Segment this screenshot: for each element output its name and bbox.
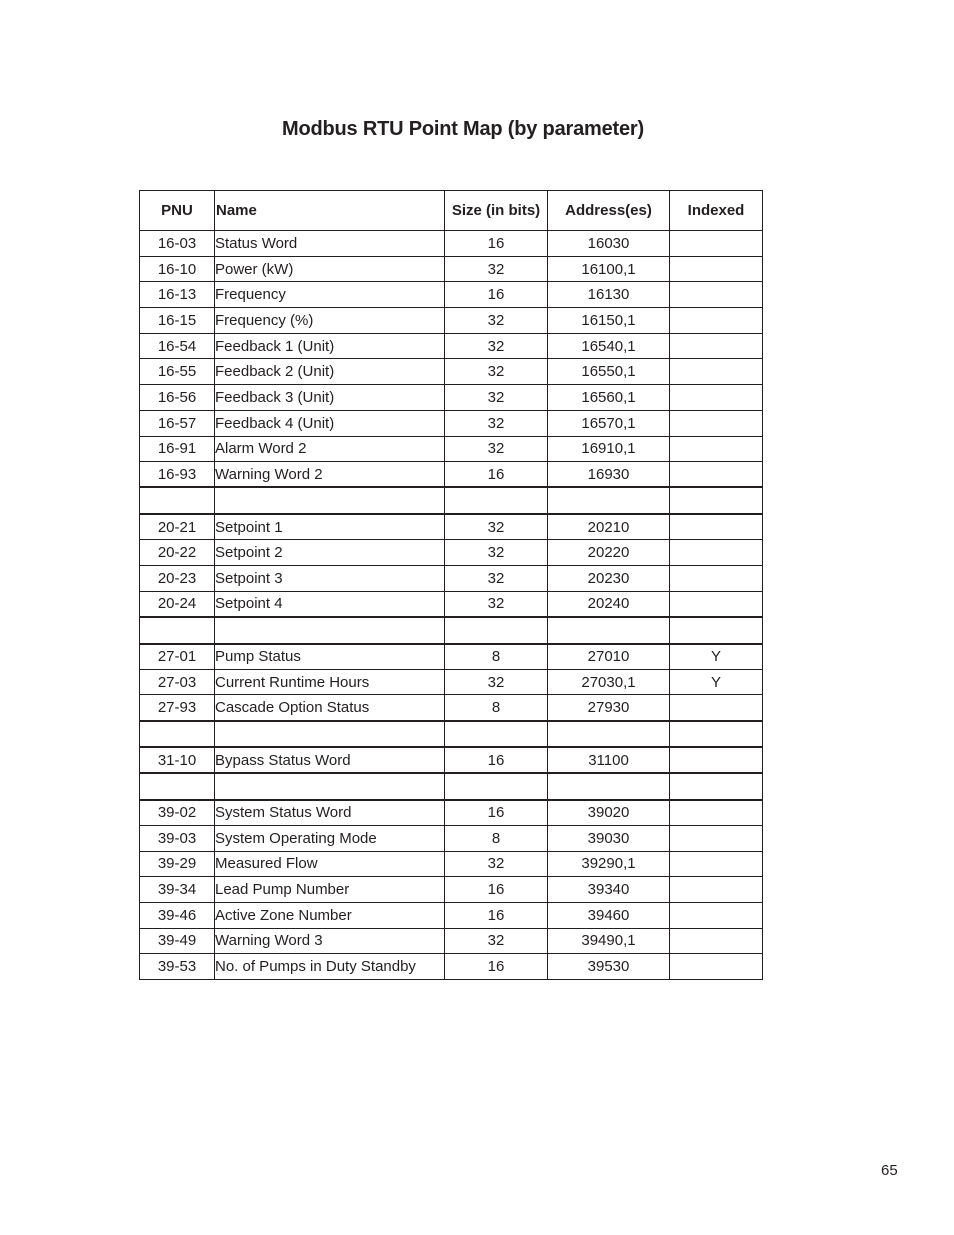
cell-size: 32 [445,851,548,877]
cell-pnu [140,773,215,800]
cell-size: 32 [445,385,548,411]
cell-address: 16930 [548,462,670,488]
cell-indexed [670,565,763,591]
cell-name: System Operating Mode [215,825,445,851]
cell-indexed: Y [670,644,763,670]
cell-size: 32 [445,256,548,282]
cell-pnu: 31-10 [140,747,215,773]
cell-name: Bypass Status Word [215,747,445,773]
cell-indexed [670,695,763,721]
cell-name: Power (kW) [215,256,445,282]
table-row-spacer [140,617,763,644]
cell-indexed [670,436,763,462]
cell-address: 31100 [548,747,670,773]
cell-pnu [140,617,215,644]
cell-size: 32 [445,591,548,617]
table-row [140,644,763,670]
table-row [140,410,763,436]
cell-indexed [670,851,763,877]
cell-indexed [670,385,763,411]
cell-indexed [670,800,763,826]
cell-pnu: 39-29 [140,851,215,877]
cell-pnu: 39-02 [140,800,215,826]
cell-address: 39290,1 [548,851,670,877]
cell-indexed [670,902,763,928]
cell-size: 16 [445,902,548,928]
table-row [140,800,763,826]
cell-size: 32 [445,436,548,462]
cell-name: Setpoint 1 [215,514,445,540]
cell-name [215,617,445,644]
cell-address: 39020 [548,800,670,826]
cell-pnu: 16-03 [140,231,215,257]
table-row [140,825,763,851]
cell-pnu: 16-56 [140,385,215,411]
cell-name: Warning Word 2 [215,462,445,488]
cell-pnu: 20-21 [140,514,215,540]
cell-pnu [140,487,215,514]
cell-size: 16 [445,282,548,308]
cell-address: 39460 [548,902,670,928]
cell-name: Cascade Option Status [215,695,445,721]
point-map-table [139,190,763,980]
cell-pnu: 27-01 [140,644,215,670]
table-row [140,695,763,721]
cell-pnu: 16-91 [140,436,215,462]
table-body [140,231,763,980]
cell-indexed [670,410,763,436]
table-row [140,669,763,695]
cell-size: 8 [445,695,548,721]
cell-name: No. of Pumps in Duty Standby [215,954,445,980]
header-row [140,191,763,231]
column-header-indexed: Indexed [670,191,763,231]
cell-address: 27010 [548,644,670,670]
table-row [140,747,763,773]
table-row [140,359,763,385]
cell-name: Feedback 4 (Unit) [215,410,445,436]
table-row [140,928,763,954]
cell-indexed [670,487,763,514]
cell-address: 20210 [548,514,670,540]
cell-indexed [670,721,763,748]
cell-address: 39340 [548,877,670,903]
cell-indexed [670,617,763,644]
cell-address [548,721,670,748]
table-row [140,231,763,257]
cell-address: 16030 [548,231,670,257]
cell-size: 16 [445,954,548,980]
cell-name: Setpoint 4 [215,591,445,617]
table-row [140,308,763,334]
cell-pnu: 39-46 [140,902,215,928]
cell-indexed [670,877,763,903]
cell-name: Measured Flow [215,851,445,877]
cell-address: 16910,1 [548,436,670,462]
cell-name: Lead Pump Number [215,877,445,903]
cell-size: 32 [445,333,548,359]
cell-pnu: 20-24 [140,591,215,617]
cell-address [548,487,670,514]
cell-name [215,773,445,800]
column-header-pnu: PNU [140,191,215,231]
table-row-spacer [140,487,763,514]
cell-pnu: 20-23 [140,565,215,591]
cell-address: 16100,1 [548,256,670,282]
table-row-spacer [140,721,763,748]
cell-indexed [670,773,763,800]
cell-pnu: 16-10 [140,256,215,282]
cell-size: 8 [445,825,548,851]
cell-address: 39030 [548,825,670,851]
cell-pnu: 39-34 [140,877,215,903]
cell-name: Pump Status [215,644,445,670]
cell-address: 16150,1 [548,308,670,334]
table-row [140,851,763,877]
cell-address: 16560,1 [548,385,670,411]
table-row [140,877,763,903]
table-row [140,462,763,488]
cell-name: Feedback 2 (Unit) [215,359,445,385]
cell-address: 39530 [548,954,670,980]
cell-indexed [670,333,763,359]
cell-size: 32 [445,669,548,695]
cell-indexed [670,514,763,540]
cell-pnu: 16-54 [140,333,215,359]
cell-name: Frequency [215,282,445,308]
cell-pnu [140,721,215,748]
cell-address: 16540,1 [548,333,670,359]
cell-name [215,721,445,748]
table-row [140,385,763,411]
cell-size: 32 [445,308,548,334]
cell-name: Setpoint 2 [215,540,445,566]
cell-address: 27030,1 [548,669,670,695]
cell-size [445,487,548,514]
cell-indexed [670,231,763,257]
cell-indexed [670,359,763,385]
cell-name: Current Runtime Hours [215,669,445,695]
cell-indexed [670,462,763,488]
cell-indexed [670,747,763,773]
cell-size: 32 [445,359,548,385]
table-row-spacer [140,773,763,800]
cell-indexed [670,308,763,334]
cell-address: 16570,1 [548,410,670,436]
table-row [140,954,763,980]
table-row [140,514,763,540]
cell-indexed [670,256,763,282]
cell-indexed: Y [670,669,763,695]
cell-address: 16550,1 [548,359,670,385]
cell-pnu: 20-22 [140,540,215,566]
cell-pnu: 27-93 [140,695,215,721]
cell-address: 39490,1 [548,928,670,954]
cell-size: 16 [445,877,548,903]
cell-address [548,773,670,800]
cell-indexed [670,954,763,980]
table-row [140,540,763,566]
cell-pnu: 39-03 [140,825,215,851]
cell-address: 27930 [548,695,670,721]
cell-size: 16 [445,462,548,488]
cell-name: Feedback 1 (Unit) [215,333,445,359]
page-title: Modbus RTU Point Map (by parameter) [282,118,644,140]
cell-pnu: 16-15 [140,308,215,334]
page-number: 65 [881,1162,898,1179]
cell-size: 32 [445,514,548,540]
column-header-size: Size (in bits) [445,191,548,231]
cell-pnu: 27-03 [140,669,215,695]
cell-name: System Status Word [215,800,445,826]
cell-size [445,617,548,644]
table-row [140,333,763,359]
cell-size: 8 [445,644,548,670]
cell-indexed [670,591,763,617]
cell-name: Feedback 3 (Unit) [215,385,445,411]
cell-name: Frequency (%) [215,308,445,334]
cell-pnu: 16-57 [140,410,215,436]
cell-pnu: 16-93 [140,462,215,488]
cell-name: Alarm Word 2 [215,436,445,462]
column-header-name: Name [215,191,445,231]
cell-address: 20240 [548,591,670,617]
cell-pnu: 39-49 [140,928,215,954]
cell-size: 32 [445,410,548,436]
cell-indexed [670,825,763,851]
cell-name: Active Zone Number [215,902,445,928]
cell-address: 20230 [548,565,670,591]
cell-size [445,721,548,748]
table-row [140,902,763,928]
cell-name: Status Word [215,231,445,257]
cell-pnu: 16-55 [140,359,215,385]
column-header-address: Address(es) [548,191,670,231]
cell-name: Setpoint 3 [215,565,445,591]
cell-size: 32 [445,540,548,566]
cell-size: 32 [445,928,548,954]
table-row [140,282,763,308]
cell-pnu: 39-53 [140,954,215,980]
cell-size: 16 [445,747,548,773]
cell-pnu: 16-13 [140,282,215,308]
cell-address: 16130 [548,282,670,308]
cell-indexed [670,282,763,308]
cell-name [215,487,445,514]
cell-size [445,773,548,800]
cell-size: 16 [445,800,548,826]
table-row [140,256,763,282]
cell-address [548,617,670,644]
cell-address: 20220 [548,540,670,566]
table-row [140,565,763,591]
cell-indexed [670,540,763,566]
table-header [140,191,763,231]
cell-indexed [670,928,763,954]
cell-size: 16 [445,231,548,257]
table-row [140,436,763,462]
table-row [140,591,763,617]
cell-size: 32 [445,565,548,591]
cell-name: Warning Word 3 [215,928,445,954]
